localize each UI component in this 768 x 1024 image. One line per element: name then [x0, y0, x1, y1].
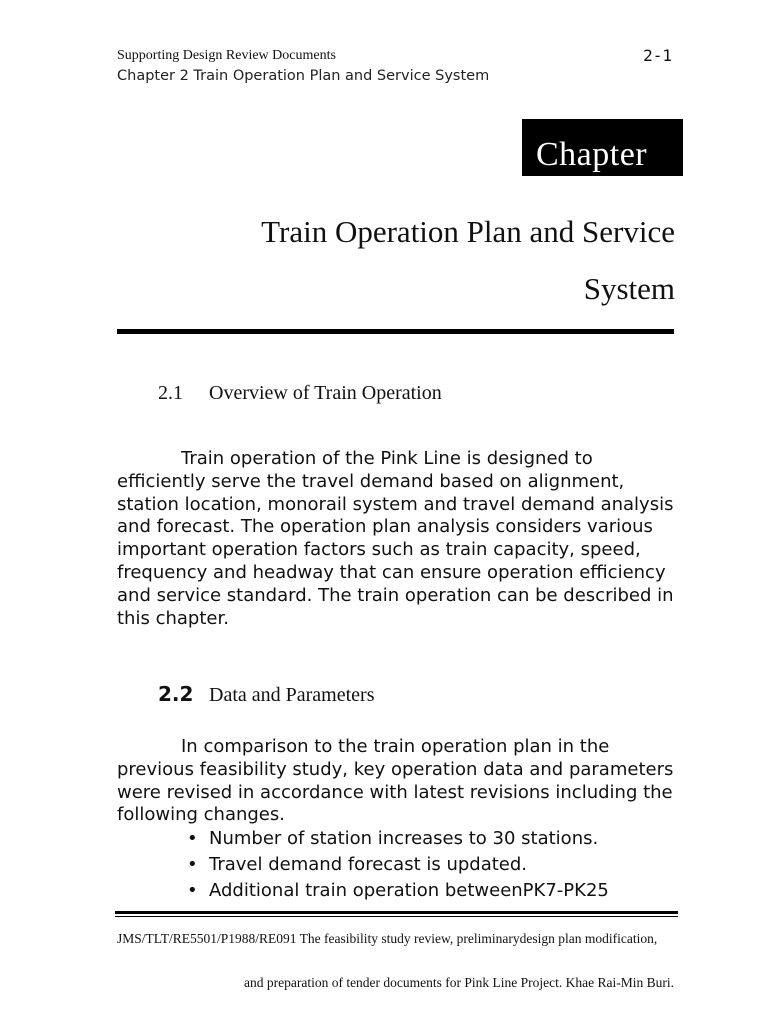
bullet-icon: • [187, 853, 198, 875]
header-document-title: Supporting Design Review Documents [117, 48, 336, 63]
header-chapter-line: Chapter 2 Train Operation Plan and Service System [117, 68, 490, 84]
chapter-box-label: Chapter [536, 136, 648, 173]
list-item-text: Additional train operation betweenPK7-PK25 [209, 879, 609, 901]
list-item [185, 826, 609, 852]
list-item [185, 878, 609, 904]
section-2-1-paragraph: Train operation of the Pink Line is designed to efficiently serve the travel demand based on alignment, station location, monorail system and travel demand analysis and forecast. The operation plan analysis considers various important operation factors such as train capacity, speed, frequency and headway that can ensure operation efficiency and service standard. The train operation can be described in this chapter. [117, 448, 674, 629]
chapter-box [522, 119, 683, 176]
footer-line-1: JMS/TLT/RE5501/P1988/RE091 The feasibility study review, preliminarydesign plan modification, [117, 931, 658, 946]
changes-bullet-list [185, 826, 609, 903]
section-heading-2-2 [158, 682, 374, 707]
section-number: 2.1 [158, 382, 183, 404]
title-divider [117, 329, 674, 334]
footer-line-2: and preparation of tender documents for Pink Line Project. Khae Rai-Min Buri. [243, 975, 674, 990]
section-2-2-paragraph: In comparison to the train operation plan in the previous feasibility study, key operation data and parameters were revised in accordance with latest revisions including the following changes. [117, 736, 674, 826]
chapter-title-line-1: Train Operation Plan and Service [261, 214, 675, 249]
section-heading-text: Data and Parameters [209, 684, 375, 706]
chapter-title-line-2: System [583, 271, 675, 306]
list-item [185, 852, 609, 878]
bullet-icon: • [187, 879, 198, 901]
section-heading-text: Overview of Train Operation [209, 382, 442, 404]
section-number: 2.2 [158, 682, 194, 706]
footer-rule-thin [115, 916, 678, 917]
bullet-icon: • [187, 828, 198, 849]
footer-rule-thick [115, 911, 678, 914]
list-item-text: Travel demand forecast is updated. [209, 853, 528, 875]
section-heading-2-1 [158, 382, 442, 405]
list-item-text: Number of station increases to 30 stations. [209, 828, 599, 849]
header-page-number: 2-1 [643, 46, 672, 65]
